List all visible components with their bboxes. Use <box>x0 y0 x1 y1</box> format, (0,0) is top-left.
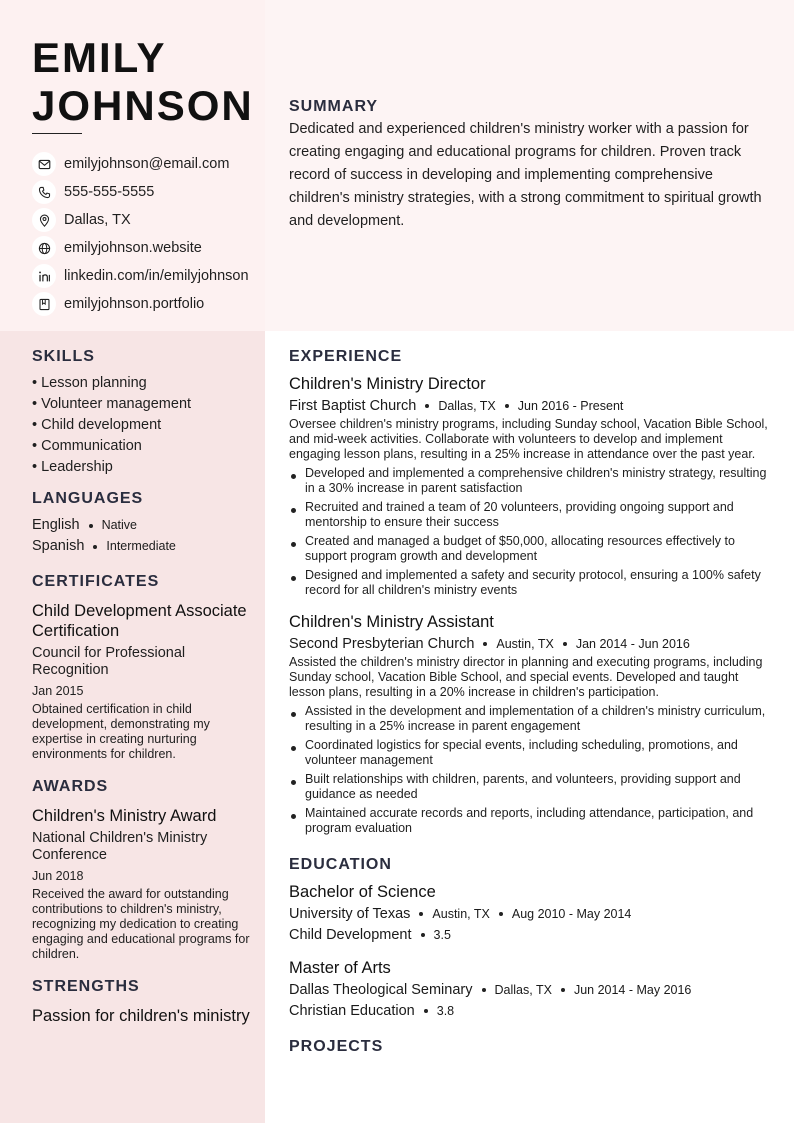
language-item <box>32 515 254 536</box>
language-level: Intermediate <box>106 539 176 553</box>
education-dates: Jun 2014 - May 2016 <box>573 983 692 997</box>
job-description: Assisted the children's ministry director in planning and executing programs, including Sunday school, Vacation Bible School, and special events. Developed and taught lesson plans, resulting in a 20% increase in children's participation. <box>289 655 763 699</box>
gpa: 3.8 <box>436 1004 455 1018</box>
job-entry <box>289 612 769 836</box>
contact-website[interactable] <box>32 234 249 262</box>
job-meta <box>289 397 769 415</box>
field-of-study: Child Development <box>289 927 412 943</box>
strength-item: Passion for children's ministry <box>32 1007 250 1025</box>
school-name: University of Texas <box>289 906 411 922</box>
separator-dot <box>483 642 487 646</box>
education-field-row <box>289 1002 769 1020</box>
contact-website-text: emilyjohnson.website <box>64 240 202 256</box>
job-location: Austin, TX <box>496 637 554 651</box>
separator-dot <box>425 404 429 408</box>
job-description: Oversee children's ministry programs, including Sunday school, Vacation Bible School, and mid-week activities. Collaborate with volunteers to develop and implement engaging lesson plans, resulting in a 25% increase in attendance over the past year. <box>289 417 768 461</box>
skill-item: • Leadership <box>32 459 113 475</box>
last-name: JOHNSON <box>32 82 254 129</box>
contact-list <box>32 150 249 318</box>
job-meta <box>289 635 769 653</box>
phone-icon <box>32 180 56 204</box>
email-icon <box>32 152 56 176</box>
certificate-description: Obtained certification in child development, demonstrating my expertise in creating nurturing environments for children. <box>32 702 210 761</box>
location-pin-icon <box>32 208 56 232</box>
contact-email-text: emilyjohnson@email.com <box>64 156 230 172</box>
separator-dot <box>499 912 503 916</box>
list-item: Created and managed a budget of $50,000, allocating resources effectively to support program growth and development <box>289 534 769 564</box>
portfolio-icon <box>32 292 56 316</box>
school-name: Dallas Theological Seminary <box>289 982 473 998</box>
certificate-org: Council for Professional Recognition <box>32 645 186 678</box>
list-item: Developed and implemented a comprehensive children's ministry strategy, resulting in a 30% increase in parent satisfaction <box>289 466 769 496</box>
separator-dot <box>482 988 486 992</box>
award-org: National Children's Ministry Conference <box>32 830 208 863</box>
language-level: Native <box>101 518 137 532</box>
school-location: Dallas, TX <box>494 983 552 997</box>
job-location: Dallas, TX <box>438 399 496 413</box>
education-meta <box>289 981 769 999</box>
separator-dot <box>505 404 509 408</box>
contact-portfolio[interactable] <box>32 290 249 318</box>
main-content <box>289 348 769 1064</box>
certificate-date: Jan 2015 <box>32 684 84 698</box>
separator-dot <box>89 524 93 528</box>
education-heading: EDUCATION <box>289 856 392 873</box>
job-org: First Baptist Church <box>289 398 417 414</box>
education-entry <box>289 958 769 1020</box>
separator-dot <box>93 545 97 549</box>
skill-item: • Lesson planning <box>32 375 147 391</box>
job-dates: Jan 2014 - Jun 2016 <box>575 637 690 651</box>
award-date: Jun 2018 <box>32 869 84 883</box>
degree-title: Master of Arts <box>289 959 391 977</box>
list-item: Maintained accurate records and reports, including attendance, participation, and program evaluation <box>289 806 769 836</box>
contact-phone-text: 555-555-5555 <box>64 184 155 200</box>
contact-portfolio-text: emilyjohnson.portfolio <box>64 296 205 312</box>
experience-heading: EXPERIENCE <box>289 348 403 365</box>
skill-item: • Communication <box>32 438 142 454</box>
education-entry <box>289 882 769 944</box>
job-title: Children's Ministry Director <box>289 375 486 393</box>
contact-linkedin[interactable] <box>32 262 249 290</box>
degree-title: Bachelor of Science <box>289 883 436 901</box>
school-location: Austin, TX <box>432 907 490 921</box>
separator-dot <box>424 1009 428 1013</box>
skills-heading: SKILLS <box>32 348 95 365</box>
gpa: 3.5 <box>433 928 451 942</box>
language-name: English <box>32 517 80 533</box>
job-bullets <box>289 704 769 836</box>
separator-dot <box>563 642 567 646</box>
summary-text: Dedicated and experienced children's ministry worker with a passion for creating engaging and educational programs for children. Proven track record of success in developing and implementing comprehensive children's ministry strategies, with a strong commitment to spiritual growth and development. <box>289 121 762 229</box>
contact-linkedin-text: linkedin.com/in/emilyjohnson <box>64 268 249 284</box>
contact-email[interactable] <box>32 150 249 178</box>
education-meta <box>289 905 769 923</box>
job-bullets <box>289 466 769 598</box>
separator-dot <box>419 912 423 916</box>
name-divider <box>32 133 82 134</box>
languages-heading: LANGUAGES <box>32 490 144 507</box>
certificate-title: Child Development Associate Certification <box>32 602 247 640</box>
skill-item: • Child development <box>32 417 162 433</box>
language-name: Spanish <box>32 538 85 554</box>
contact-phone[interactable] <box>32 178 249 206</box>
job-entry <box>289 374 769 598</box>
education-field-row <box>289 926 769 944</box>
linkedin-icon <box>32 264 56 288</box>
awards-heading: AWARDS <box>32 778 109 795</box>
award-title: Children's Ministry Award <box>32 807 217 825</box>
separator-dot <box>561 988 565 992</box>
field-of-study: Christian Education <box>289 1003 415 1019</box>
contact-location <box>32 206 249 234</box>
summary-heading: SUMMARY <box>289 98 379 115</box>
job-org: Second Presbyterian Church <box>289 636 475 652</box>
projects-heading: PROJECTS <box>289 1038 384 1055</box>
education-dates: Aug 2010 - May 2014 <box>511 907 632 921</box>
list-item: Recruited and trained a team of 20 volunteers, providing ongoing support and mentorship to ensure their success <box>289 500 769 530</box>
list-item: Coordinated logistics for special events, including scheduling, promotions, and volunteer management <box>289 738 769 768</box>
strengths-heading: STRENGTHS <box>32 978 140 995</box>
award-description: Received the award for outstanding contributions to children's ministry, recognizing my dedication to creating engaging and educational programs for children. <box>32 887 250 961</box>
skill-item: • Volunteer management <box>32 396 192 412</box>
candidate-name <box>32 34 254 130</box>
contact-location-text: Dallas, TX <box>64 212 131 228</box>
first-name: EMILY <box>32 34 167 81</box>
language-item <box>32 536 254 557</box>
job-dates: Jun 2016 - Present <box>517 399 624 413</box>
list-item: Built relationships with children, parents, and volunteers, providing support and guidance as needed <box>289 772 769 802</box>
separator-dot <box>421 933 425 937</box>
sidebar-content <box>32 348 254 1026</box>
list-item: Assisted in the development and implementation of a children's ministry curriculum, resulting in a 25% increase in parent engagement <box>289 704 769 734</box>
globe-icon <box>32 236 56 260</box>
certificates-heading: CERTIFICATES <box>32 573 160 590</box>
job-title: Children's Ministry Assistant <box>289 613 494 631</box>
list-item: Designed and implemented a safety and security protocol, ensuring a 100% safety record for all children's ministry events <box>289 568 769 598</box>
